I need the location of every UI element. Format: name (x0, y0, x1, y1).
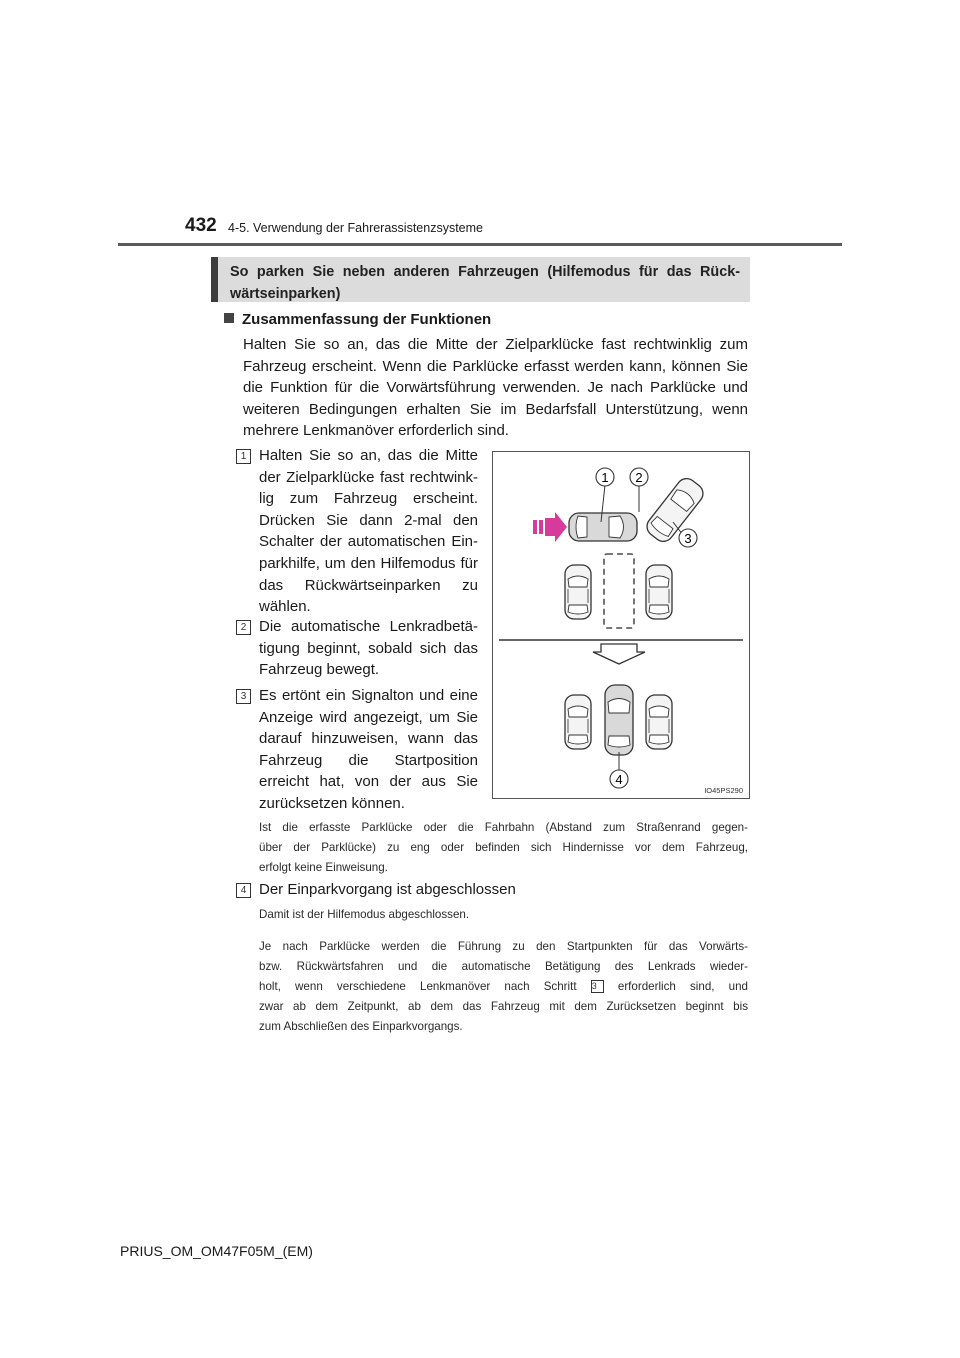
step-line: das Rückwärtseinparken zu (259, 576, 478, 594)
step-line: zurücksetzen können. (259, 794, 405, 812)
step-line: Schalter der automatischen Ein- (259, 533, 478, 551)
parking-diagram-svg (493, 452, 749, 798)
step-4-text (259, 879, 559, 901)
step-line: erreicht hat, von der aus Sie (259, 773, 478, 791)
step-1-text (259, 445, 478, 618)
callout-3 (679, 529, 697, 547)
note-line: zwar ab dem Zeitpunkt, ab dem das Fahrzeug mit dem Zurücksetzen beginnt bis (259, 1000, 748, 1013)
step-line: tigung beginnt, sobald sich das (259, 639, 478, 657)
step-number-3: 3 (236, 689, 251, 704)
step-line: wählen. (259, 598, 311, 616)
step-line: der Zielparklücke fast rechtwink- (259, 468, 478, 486)
step-line: Die automatische Lenkradbetä- (259, 618, 478, 635)
step-line: Drücken Sie dann 2-mal den (259, 511, 478, 529)
subheading-text: Zusammenfassung der Funktionen (242, 311, 492, 328)
parked-car-icon (565, 565, 591, 619)
page-number: 432 (185, 215, 217, 236)
parked-car-icon (565, 695, 591, 749)
figure-code: IO45PS290 (704, 786, 743, 795)
svg-text:4: 4 (615, 772, 623, 787)
svg-text:2: 2 (635, 470, 643, 485)
intro-line: mehrere Lenkmanöver erforderlich sind. (243, 422, 509, 440)
note-line: Damit ist der Hilfemodus abgeschlossen. (259, 908, 470, 921)
step-line: Anzeige wird angezeigt, um Sie (259, 708, 478, 726)
callout-4 (610, 770, 628, 788)
target-space-outline (604, 554, 634, 628)
approach-arrow-icon (533, 512, 567, 542)
note-line: bzw. Rückwärtsfahren und die automatische Betätigung des Lenkrads wieder- (259, 960, 748, 973)
note-line: Je nach Parklücke werden die Führung zu den Startpunkten für das Vorwärts- (259, 940, 748, 953)
intro-line: Fahrzeug erscheint. Wenn die Parklücke erfasst werden kann, können Sie (243, 357, 748, 375)
parked-car-icon (646, 695, 672, 749)
note-line (259, 977, 748, 997)
step-3-note (259, 818, 748, 878)
note-line: erfolgt keine Einweisung. (259, 861, 388, 874)
header-rule (118, 243, 842, 246)
callout-2 (630, 468, 648, 486)
note-line: zum Abschließen des Einparkvorgangs. (259, 1020, 463, 1033)
step-number-4: 4 (236, 883, 251, 898)
step-3-text (259, 685, 478, 815)
section-reference: 4-5. Verwendung der Fahrerassistenzsysteme (228, 221, 483, 235)
note-text: holt, wenn verschiedene Lenkmanöver nach Schritt (259, 980, 577, 993)
step-line: Es ertönt ein Signalton und eine (259, 687, 478, 704)
step-line: Fahrzeug die Startposition (259, 751, 478, 769)
step-number-2: 2 (236, 620, 251, 635)
note-text: erforderlich sind, und (617, 980, 748, 993)
step-line: Fahrzeug bewegt. (259, 661, 380, 679)
parked-own-vehicle-icon (605, 685, 633, 755)
step-line: Der Einparkvorgang ist abgeschlossen (259, 881, 516, 898)
svg-text:3: 3 (684, 531, 692, 546)
intro-line: Halten Sie so an, das die Mitte der Zielparklücke fast rechtwinklig zum (243, 336, 748, 353)
section-title-box (211, 257, 750, 302)
turning-vehicle-icon (643, 475, 707, 546)
step-line: parkhilfe, um den Hilfemodus für (259, 554, 478, 572)
note-line: über der Parklücke) zu eng oder befinden sich Hindernisse vor dem Fahrzeug, (259, 841, 748, 854)
step-2-text (259, 616, 478, 681)
step-line: lig zum Fahrzeug erscheint. (259, 490, 478, 508)
intro-line: weiteren Bedingungen erhalten Sie im Bedarfsfall Unterstützung, wenn (243, 400, 748, 418)
intro-line: die Funktion für die Vorwärtsführung verwenden. Je nach Parklücke und (243, 379, 748, 397)
own-vehicle-icon (569, 513, 637, 541)
svg-text:1: 1 (601, 470, 609, 485)
parking-diagram (492, 451, 750, 799)
footer-document-code: PRIUS_OM_OM47F05M_(EM) (120, 1243, 313, 1259)
callout-1 (596, 468, 614, 486)
step-number-1: 1 (236, 449, 251, 464)
step-line: Halten Sie so an, das die Mitte (259, 447, 478, 464)
subheading (224, 311, 491, 328)
parked-car-icon (646, 565, 672, 619)
section-title-line-1: So parken Sie neben anderen Fahrzeugen (Hilfemodus für das Rück- (230, 264, 740, 280)
step-line: darauf hinzuweisen, wann das (259, 730, 478, 748)
step-4-note-a (259, 905, 748, 925)
down-arrow-icon (593, 644, 645, 664)
note-line: Ist die erfasste Parklücke oder die Fahrbahn (Abstand zum Straßenrand gegen- (259, 821, 748, 834)
section-title-line-2: wärtseinparken) (230, 286, 341, 302)
step-reference-3: 3 (591, 980, 604, 993)
square-bullet-icon (224, 313, 234, 323)
step-4-note-b (259, 937, 748, 1037)
intro-paragraph (243, 334, 748, 442)
